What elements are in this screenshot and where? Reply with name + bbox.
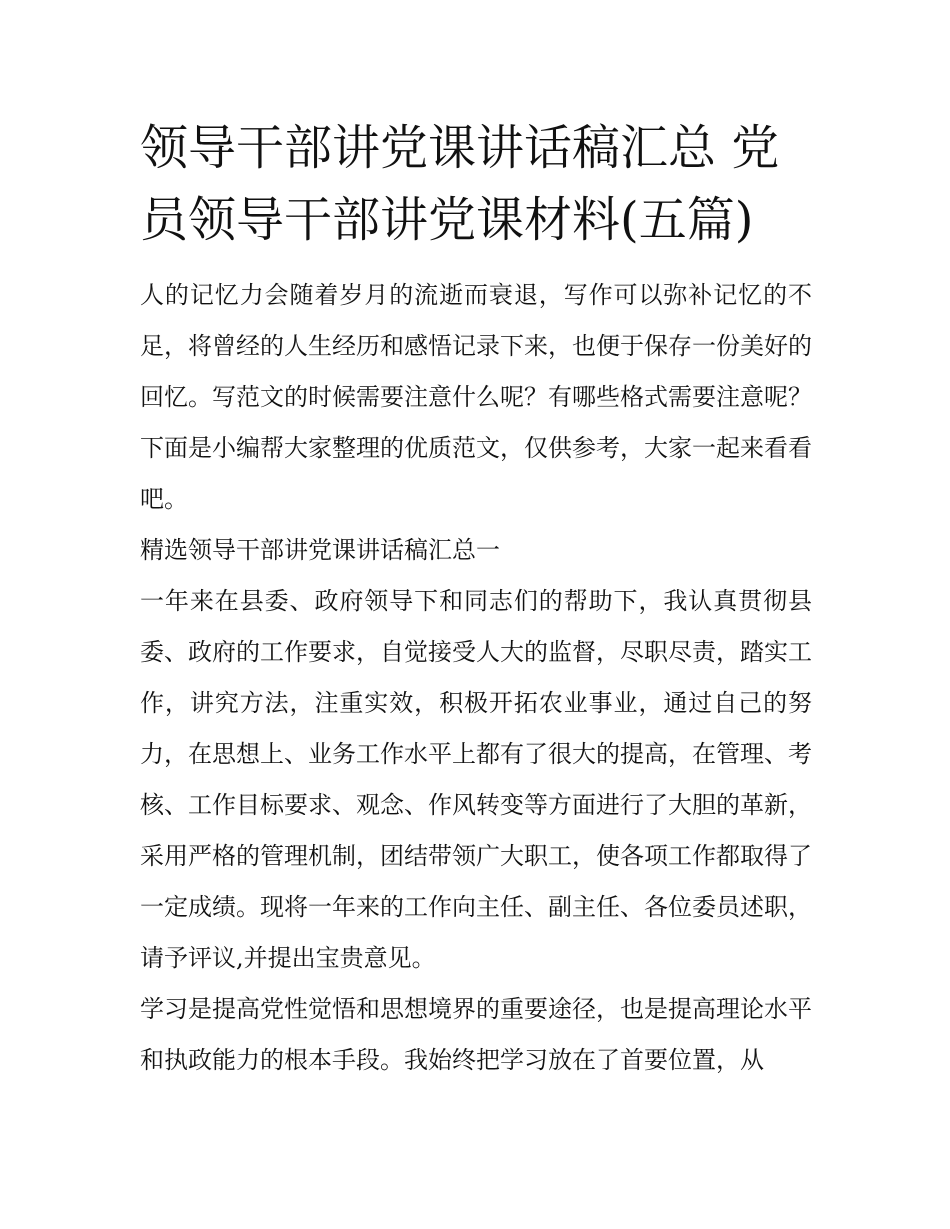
document-page bbox=[140, 112, 812, 1086]
document-title: 领导干部讲党课讲话稿汇总 党员领导干部讲党课材料(五篇) bbox=[140, 120, 780, 248]
body-paragraph: 一年来在县委、政府领导下和同志们的帮助下，我认真贯彻县委、政府的工作要求，自觉接受人大的监督，尽职尽责，踏实工作，讲究方法，注重实效，积极开拓农业事业，通过自己的努力，在思想上、业务工作水平上都有了很大的提高，在管理、考核、工作目标要求、观念、作风转变等方面进行了大胆的革新，采用严格的管理机制，团结带领广大职工，使各项工作都取得了一定成绩。现将一年来的工作向主任、副主任、各位委员述职，请予评议,并提出宝贵意见。 bbox=[140, 587, 812, 972]
intro-paragraph: 人的记忆力会随着岁月的流逝而衰退，写作可以弥补记忆的不足，将曾经的人生经历和感悟记录下来，也便于保存一份美好的回忆。写范文的时候需要注意什么呢？有哪些格式需要注意呢？下面是小编帮大家整理的优质范文，仅供参考，大家一起来看看吧。 bbox=[140, 281, 812, 513]
section-heading: 精选领导干部讲党课讲话稿汇总一 bbox=[140, 536, 500, 564]
body-paragraph: 学习是提高党性觉悟和思想境界的重要途径，也是提高理论水平和执政能力的根本手段。我始终把学习放在了首要位置，从 bbox=[140, 995, 812, 1074]
